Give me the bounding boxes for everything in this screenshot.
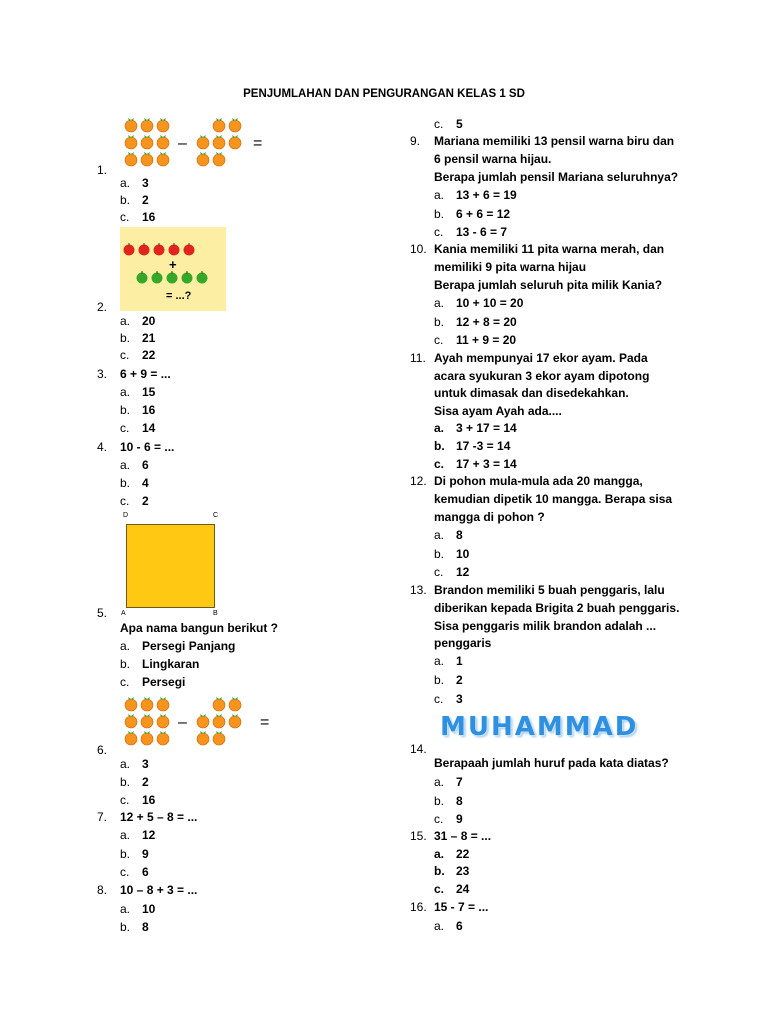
- q13-option-c: c. 3: [434, 692, 463, 706]
- q8-question: 8. 10 – 8 + 3 = ...: [97, 883, 198, 897]
- q3-option-b: b. 16: [120, 403, 156, 417]
- q8-option-b: b. 8: [120, 920, 149, 934]
- q10-line-1: 10. Kania memiliki 11 pita warna merah, dan: [410, 242, 665, 256]
- q9-option-b: b. 6 + 6 = 12: [434, 207, 511, 221]
- q1-option-b: b. 2: [120, 193, 149, 207]
- q11-option-c: c. 17 + 3 = 14: [434, 457, 517, 471]
- q5-number: 5.: [97, 606, 108, 620]
- q10-option-a: a. 10 + 10 = 20: [434, 296, 524, 310]
- q12-option-a: a. 8: [434, 528, 463, 542]
- q14-number: 14.: [410, 742, 427, 756]
- q4-option-c: c. 2: [120, 494, 149, 508]
- q10-line-3: Berapa jumlah seluruh pita milik Kania?: [434, 278, 663, 292]
- q6-option-a: a. 3: [120, 757, 149, 771]
- q10-option-b: b. 12 + 8 = 20: [434, 315, 517, 329]
- q9-line-3: Berapa jumlah pensil Mariana seluruhnya?: [434, 170, 679, 184]
- q9-line-2: 6 pensil warna hijau.: [434, 152, 552, 166]
- q13-line-2: diberikan kepada Brigita 2 buah penggaris.: [434, 601, 680, 615]
- q4-question: 4. 10 - 6 = ...: [97, 440, 175, 454]
- q10-line-2: memiliki 9 pita warna hijau: [434, 260, 587, 274]
- q13-option-a: a. 1: [434, 654, 463, 668]
- q13-line-4: penggaris: [434, 636, 492, 650]
- corner-c-label: C: [213, 512, 219, 519]
- q7-question: 7. 12 + 5 – 8 = ...: [97, 810, 198, 824]
- q7-option-c: c. 6: [120, 865, 149, 879]
- q5-option-c: c. Persegi: [120, 675, 186, 689]
- q11-line-2: acara syukuran 3 ekor ayam dipotong: [434, 369, 650, 383]
- q10-option-c: c. 11 + 9 = 20: [434, 333, 517, 347]
- corner-d-label: D: [123, 512, 129, 519]
- minus-symbol: –: [178, 714, 187, 731]
- q11-line-3: untuk dimasak dan disedekahkan.: [434, 386, 629, 400]
- q4-option-a: a. 6: [120, 458, 149, 472]
- q13-option-b: b. 2: [434, 673, 463, 687]
- q2-option-c: c. 22: [120, 348, 156, 362]
- q12-option-c: c. 12: [434, 565, 470, 579]
- page-title: PENJUMLAHAN DAN PENGURANGAN KELAS 1 SD: [243, 88, 525, 100]
- q8-option-c: c. 5: [434, 117, 463, 131]
- q11-line-1: 11. Ayah mempunyai 17 ekor ayam. Pada: [410, 351, 648, 365]
- q9-line-1: 9. Mariana memiliki 13 pensil warna biru dan: [410, 134, 675, 148]
- q2-number: 2.: [97, 300, 108, 314]
- q3-option-a: a. 15: [120, 385, 156, 399]
- corner-a-label: A: [121, 610, 126, 617]
- q12-line-1: 12. Di pohon mula-mula ada 20 mangga,: [410, 474, 643, 488]
- q5-option-b: b. Lingkaran: [120, 657, 200, 671]
- q15-option-b: b. 23: [434, 864, 470, 878]
- q15-question: 15. 31 – 8 = ...: [410, 829, 492, 843]
- q1-number: 1.: [97, 163, 108, 177]
- q14-question: Berapaah jumlah huruf pada kata diatas?: [434, 756, 669, 770]
- q5-square-shape: [126, 524, 215, 608]
- q2-apples-image: [120, 227, 226, 311]
- q15-option-a: a. 22: [434, 847, 470, 861]
- q12-line-2: kemudian dipetik 10 mangga. Berapa sisa: [434, 492, 673, 506]
- equals-symbol: =: [260, 714, 270, 731]
- q12-line-3: mangga di pohon ?: [434, 510, 545, 524]
- q9-option-a: a. 13 + 6 = 19: [434, 188, 517, 202]
- q16-option-a: a. 6: [434, 919, 463, 933]
- plus-symbol: +: [169, 257, 177, 272]
- q16-question: 16. 15 - 7 = ...: [410, 900, 489, 914]
- q1-oranges-image: [120, 118, 280, 172]
- q11-line-4: Sisa ayam Ayah ada....: [434, 404, 562, 418]
- q1-option-a: a. 3: [120, 176, 149, 190]
- q4-option-b: b. 4: [120, 476, 149, 490]
- q7-option-b: b. 9: [120, 847, 149, 861]
- corner-b-label: B: [213, 610, 218, 617]
- q13-line-3: Sisa penggaris milik brandon adalah ...: [434, 619, 657, 633]
- q7-option-a: a. 12: [120, 828, 156, 842]
- q14-option-a: a. 7: [434, 775, 463, 789]
- minus-symbol: –: [178, 135, 187, 152]
- q5-option-a: a. Persegi Panjang: [120, 639, 236, 653]
- q2-option-a: a. 20: [120, 314, 156, 328]
- muhammad-word-art: MUHAMMAD: [440, 712, 639, 742]
- q6-option-b: b. 2: [120, 775, 149, 789]
- q3-option-c: c. 14: [120, 421, 156, 435]
- equals-symbol: =: [253, 135, 263, 152]
- q15-option-c: c. 24: [434, 882, 470, 896]
- q1-option-c: c. 16: [120, 210, 156, 224]
- q11-option-b: b. 17 -3 = 14: [434, 439, 511, 453]
- q13-line-1: 13. Brandon memiliki 5 buah penggaris, lalu: [410, 583, 665, 597]
- q2-option-b: b. 21: [120, 331, 156, 345]
- q8-option-a: a. 10: [120, 902, 156, 916]
- q5-question: Apa nama bangun berikut ?: [120, 621, 279, 635]
- q6-option-c: c. 16: [120, 793, 156, 807]
- q14-option-b: b. 8: [434, 794, 463, 808]
- q3-question: 3. 6 + 9 = ...: [97, 367, 171, 381]
- q14-option-c: c. 9: [434, 812, 463, 826]
- q12-option-b: b. 10: [434, 547, 470, 561]
- q6-oranges-image: [120, 697, 280, 751]
- q11-option-a: a. 3 + 17 = 14: [434, 421, 517, 435]
- q6-number: 6.: [97, 743, 108, 757]
- q9-option-c: c. 13 - 6 = 7: [434, 225, 508, 239]
- q2-equation: = ...?: [166, 290, 192, 302]
